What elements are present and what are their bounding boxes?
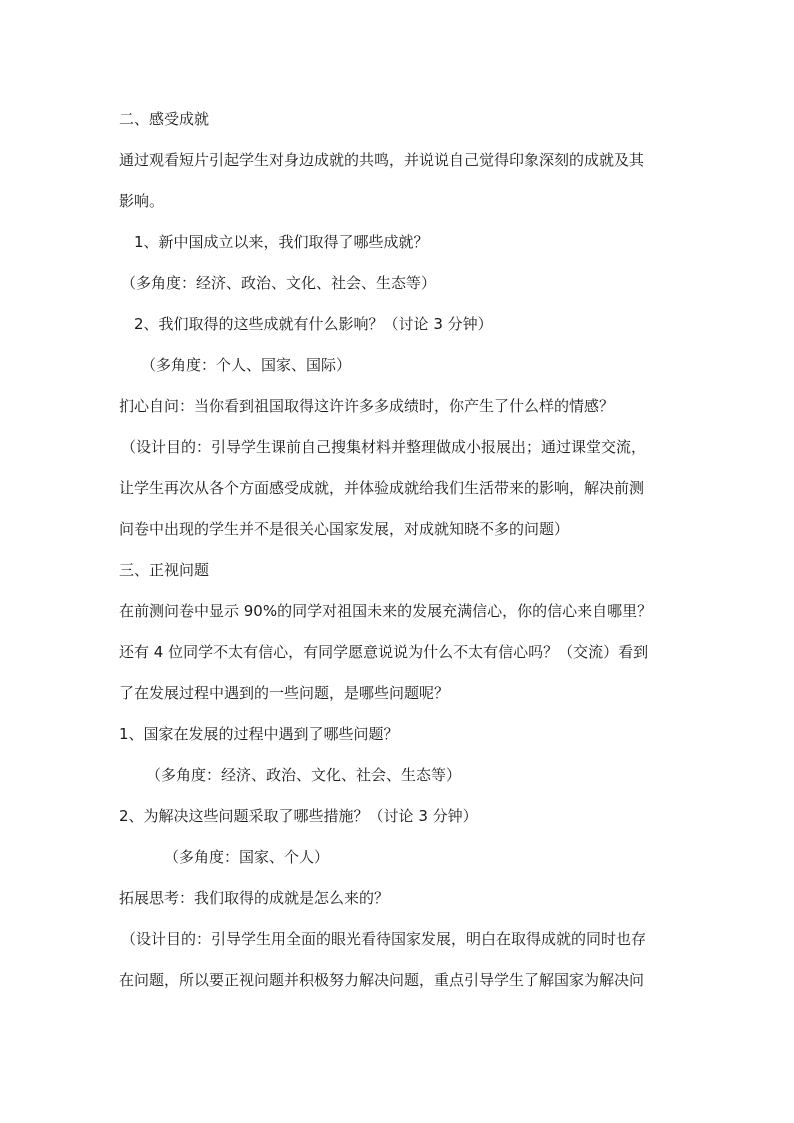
paragraph-line: 了在发展过程中遇到的一些问题，是哪些问题呢？ xyxy=(119,684,450,702)
paragraph-line: 扪心自问：当你看到祖国取得这许许多多成绩时，你产生了什么样的情感？ xyxy=(119,397,615,415)
section-heading-problems: 三、正视问题 xyxy=(119,561,210,579)
question-line: 2、为解决这些问题采取了哪些措施？（讨论 3 分钟） xyxy=(119,807,478,825)
paragraph-line: 还有 4 位同学不太有信心，有同学愿意说说为什么不太有信心吗？（交流）看到 xyxy=(119,643,649,661)
design-purpose-line: 在问题，所以要正视问题并积极努力解决问题，重点引导学生了解国家为解决问 xyxy=(119,971,645,989)
section-heading-achievements: 二、感受成就 xyxy=(119,110,210,128)
design-purpose-line: 问卷中出现的学生并不是很关心国家发展，对成就知晓不多的问题） xyxy=(119,520,570,538)
question-line: 1、新中国成立以来，我们取得了哪些成就？ xyxy=(134,233,429,251)
paragraph-line: 通过观看短片引起学生对身边成就的共鸣，并说说自己觉得印象深刻的成就及其 xyxy=(119,151,645,169)
paragraph-line: 影响。 xyxy=(119,192,165,210)
question-line: 1、国家在发展的过程中遇到了哪些问题？ xyxy=(119,725,399,743)
note-line: （多角度：经济、政治、文化、社会、生态等） xyxy=(121,274,437,292)
design-purpose-line: （设计目的：引导学生课前自己搜集材料并整理做成小报展出；通过课堂交流， xyxy=(121,438,647,456)
note-line: （多角度：个人、国家、国际） xyxy=(141,356,352,374)
design-purpose-line: 让学生再次从各个方面感受成就，并体验成就给我们生活带来的影响，解决前测 xyxy=(119,479,645,497)
paragraph-line: 拓展思考：我们取得的成就是怎么来的？ xyxy=(119,889,390,907)
note-line: （多角度：经济、政治、文化、社会、生态等） xyxy=(146,766,462,784)
design-purpose-line: （设计目的：引导学生用全面的眼光看待国家发展，明白在取得成就的同时也存 xyxy=(121,930,647,948)
question-line: 2、我们取得的这些成就有什么影响？（讨论 3 分钟） xyxy=(134,315,493,333)
note-line: （多角度：国家、个人） xyxy=(164,848,330,866)
paragraph-line: 在前测问卷中显示 90%的同学对祖国未来的发展充满信心，你的信心来自哪里？ xyxy=(119,602,653,620)
